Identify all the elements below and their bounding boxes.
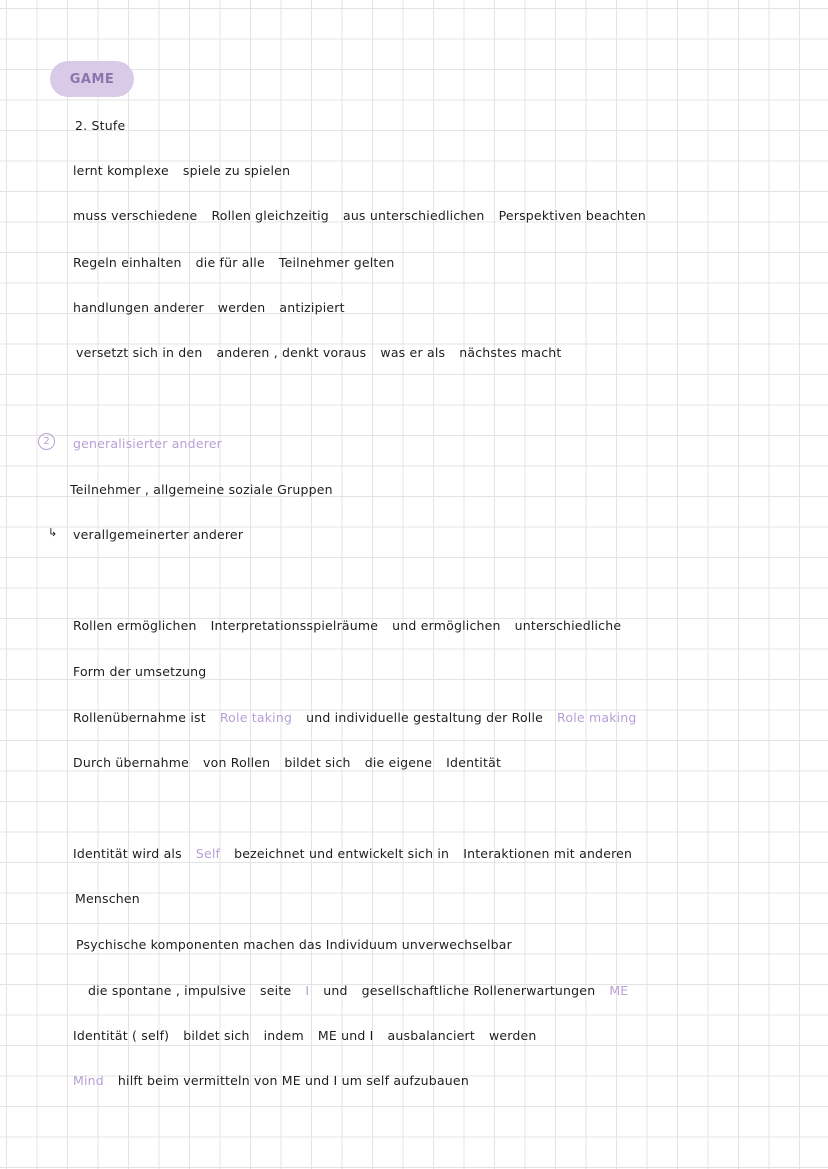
- text-segment: lernt komplexe: [73, 163, 169, 178]
- role-making-term: Role making: [557, 710, 637, 725]
- text-segment: versetzt sich in den: [76, 345, 203, 360]
- me-term: ME: [609, 983, 629, 998]
- text-segment: handlungen anderer: [73, 300, 204, 315]
- text-segment: spiele zu spielen: [182, 163, 291, 178]
- text-segment: Interpretationsspielräume: [210, 618, 379, 633]
- section-number-badge: [38, 433, 55, 450]
- text-segment: seite: [260, 983, 292, 998]
- text-segment: und ermöglichen: [392, 618, 501, 633]
- text-segment: ME und I: [317, 1028, 374, 1043]
- text-segment: werden: [488, 1028, 537, 1043]
- game-line-3: [73, 255, 395, 270]
- arrow-return-icon: ↳: [48, 526, 58, 539]
- text-segment: Durch übernahme: [73, 755, 190, 770]
- identity-line-6: [73, 1073, 469, 1088]
- text-segment: werden: [217, 300, 266, 315]
- text-segment: antizipiert: [279, 300, 345, 315]
- text-segment: und individuelle gestaltung der Rolle: [306, 710, 544, 725]
- text-segment: Identität ( self): [73, 1028, 170, 1043]
- text-segment: und: [323, 983, 348, 998]
- text-segment: Perspektiven beachten: [498, 208, 647, 223]
- text-segment: Identität: [446, 755, 502, 770]
- game-heading: GAME: [69, 71, 115, 87]
- text-segment: Rollenübernahme ist: [73, 710, 206, 725]
- text-segment: was er als: [380, 345, 446, 360]
- text-segment: ausbalanciert: [387, 1028, 475, 1043]
- text-segment: Rollen gleichzeitig: [211, 208, 329, 223]
- text-segment: von Rollen: [203, 755, 271, 770]
- identity-line-3: Psychische komponenten machen das Individuum unverwechselbar: [76, 937, 512, 952]
- text-segment: gesellschaftliche Rollenerwartungen: [361, 983, 596, 998]
- text-segment: anderen , denkt voraus: [216, 345, 367, 360]
- identity-line-4: [88, 983, 628, 998]
- roles-line-1: [73, 618, 621, 633]
- section2-line-2: verallgemeinerter anderer: [73, 527, 244, 542]
- section2-line-1: Teilnehmer , allgemeine soziale Gruppen: [70, 482, 333, 497]
- text-segment: Rollen ermöglichen: [73, 618, 197, 633]
- text-segment: Regeln einhalten: [73, 255, 182, 270]
- game-line-2: [73, 208, 646, 223]
- role-taking-term: Role taking: [219, 710, 293, 725]
- text-segment: muss verschiedene: [73, 208, 198, 223]
- text-segment: unterschiedliche: [514, 618, 622, 633]
- stufe-label: 2. Stufe: [75, 118, 126, 133]
- roles-line-3: [73, 710, 637, 725]
- text-segment: die für alle: [195, 255, 265, 270]
- text-segment: Interaktionen mit anderen: [463, 846, 633, 861]
- text-segment: indem: [263, 1028, 304, 1043]
- text-segment: bildet sich: [284, 755, 351, 770]
- identity-line-1: [73, 846, 632, 861]
- roles-line-2: Form der umsetzung: [73, 664, 207, 679]
- text-segment: nächstes macht: [459, 345, 562, 360]
- text-segment: aus unterschiedlichen: [342, 208, 485, 223]
- section-title-generalisierter-anderer: generalisierter anderer: [73, 436, 223, 451]
- roles-line-4: [73, 755, 501, 770]
- identity-line-2: Menschen: [75, 891, 140, 906]
- text-segment: die eigene: [364, 755, 433, 770]
- text-segment: Identität wird als: [73, 846, 182, 861]
- mind-term: Mind: [73, 1073, 104, 1088]
- game-line-5: [76, 345, 562, 360]
- text-segment: bildet sich: [183, 1028, 250, 1043]
- identity-line-5: [73, 1028, 537, 1043]
- game-line-4: [73, 300, 345, 315]
- section-number: 2: [43, 436, 50, 447]
- self-term: Self: [195, 846, 221, 861]
- i-term: I: [305, 983, 310, 998]
- text-segment: hilft beim vermitteln von ME und I um self aufzubauen: [117, 1073, 469, 1088]
- text-segment: bezeichnet und entwickelt sich in: [234, 846, 450, 861]
- text-segment: Teilnehmer gelten: [278, 255, 395, 270]
- game-heading-pill: [50, 61, 134, 97]
- game-line-1: [73, 163, 290, 178]
- text-segment: die spontane , impulsive: [88, 983, 247, 998]
